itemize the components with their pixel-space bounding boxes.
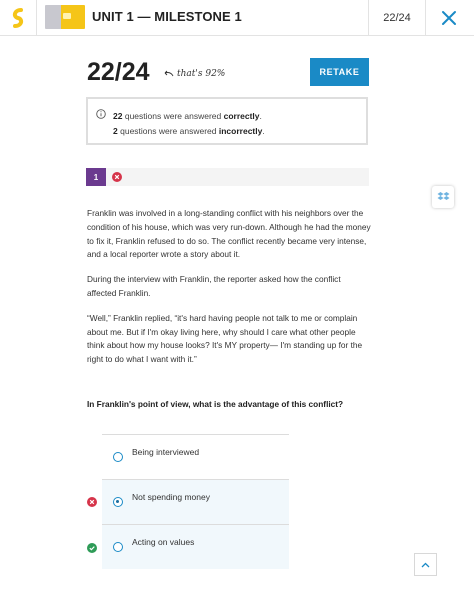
reading-passage xyxy=(87,207,371,378)
correct-icon xyxy=(87,543,97,553)
incorrect-period: . xyxy=(262,126,265,136)
score-note xyxy=(163,69,225,79)
radio-button[interactable] xyxy=(113,452,123,462)
scroll-to-top-button[interactable] xyxy=(414,553,437,576)
info-icon xyxy=(96,109,106,119)
results-summary xyxy=(86,97,368,145)
passage-paragraph: Franklin was involved in a long-standing conflict with his neighbors over the condition of his house, which was very run-down. Although he had the money to fix it, Franklin refused to do so. The conflict recently became very intense, and a local reporter wrote a story about it. xyxy=(87,208,371,260)
answer-label: Acting on values xyxy=(132,537,195,547)
incorrect-count: 2 xyxy=(113,126,118,136)
retake-button[interactable]: RETAKE xyxy=(310,58,369,86)
answer-options xyxy=(102,434,289,569)
radio-button[interactable] xyxy=(113,542,123,552)
score-value: 22/24 xyxy=(87,58,150,86)
answer-option[interactable] xyxy=(102,434,289,479)
page-title: UNIT 1 — MILESTONE 1 xyxy=(92,9,242,24)
close-icon[interactable] xyxy=(424,0,474,35)
course-thumbnail-icon xyxy=(45,5,85,29)
incorrect-summary-line xyxy=(113,126,265,136)
incorrect-prefix: questions were answered xyxy=(120,126,217,136)
top-bar xyxy=(0,0,474,36)
score-note-text: that's 92% xyxy=(177,69,226,79)
answer-option[interactable] xyxy=(102,524,289,569)
passage-paragraph: During the interview with Franklin, the reporter asked how the conflict affected Franklin. xyxy=(87,274,341,298)
answer-label: Not spending money xyxy=(132,492,210,502)
arrow-left-icon xyxy=(163,70,174,78)
question-text: In Franklin's point of view, what is the advantage of this conflict? xyxy=(87,399,344,409)
answer-option[interactable] xyxy=(102,479,289,524)
answer-label: Being interviewed xyxy=(132,447,200,457)
correct-period: . xyxy=(259,111,262,121)
question-number-tab[interactable]: 1 xyxy=(86,168,106,186)
correct-prefix: questions were answered xyxy=(124,111,222,121)
question-nav xyxy=(86,168,369,186)
passage-paragraph: “Well,” Franklin replied, “it's hard having people not talk to me or complain about me. But if I'm okay living here, why should I care what other people think about how my house looks? It's MY property— I'm standing up for the right to do what I want with it.” xyxy=(87,312,363,365)
app-logo-icon[interactable] xyxy=(0,0,37,35)
incorrect-icon xyxy=(112,172,122,182)
chevron-up-icon xyxy=(421,562,430,568)
correct-count: 22 xyxy=(113,111,123,121)
dropbox-icon[interactable] xyxy=(432,186,454,208)
correct-word: correctly xyxy=(223,111,260,121)
radio-button-selected[interactable] xyxy=(113,497,123,507)
incorrect-icon xyxy=(87,497,97,507)
correct-summary-line xyxy=(113,111,262,121)
question-progress: 22/24 xyxy=(368,0,426,35)
incorrect-word: incorrectly xyxy=(218,126,263,136)
